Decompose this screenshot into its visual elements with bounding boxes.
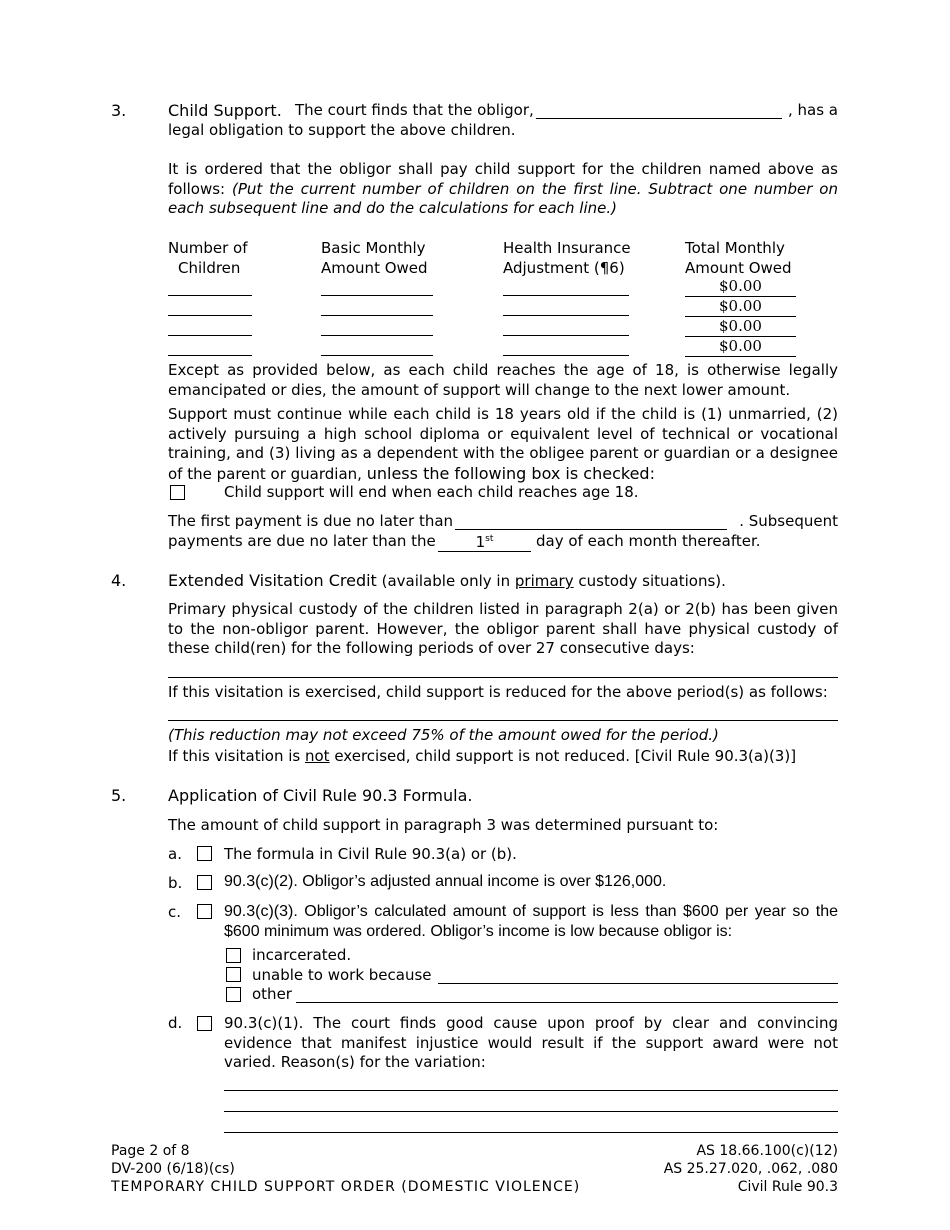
ordered-intro: It is ordered that the obligor shall pay child support for the children named above as follows: [168,160,838,198]
option-a-checkbox[interactable] [197,846,212,861]
civil-rule: Civil Rule 90.3 [737,1179,838,1195]
visitation-periods-field[interactable] [168,677,838,678]
other-label: other [252,985,292,1003]
section-4-heading-line: Extended Visitation Credit (available only in primary custody situations). [168,571,726,590]
payments-post: day of each month thereafter. [536,532,761,550]
total-amount-field[interactable]: $0.00 [685,277,796,297]
unable-to-work-field[interactable] [438,983,838,984]
health-adjustment-field[interactable] [503,355,629,356]
not-exercised-text: If this visitation is not exercised, child support is not reduced. [Civil Rule 90.3(a)(3)] [168,747,797,765]
total-amount-field[interactable]: $0.00 [685,317,796,337]
section-3-finds-post: , has a [787,101,838,119]
basic-amount-field[interactable] [321,295,433,296]
option-a-letter: a. [168,845,182,863]
option-b-text: 90.3(c)(2). Obligor’s adjusted annual income is over $126,000. [224,873,667,890]
section-3-finds-line2: legal obligation to support the above children. [168,121,516,139]
statute-1: AS 18.66.100(c)(12) [696,1143,838,1159]
col-header-total: Total Monthly Amount Owed [685,239,792,277]
except-paragraph: Except as provided below, as each child reaches the age of 18, is otherwise legally emancipated or dies, the amount of support will change to the next lower amount. [168,361,838,399]
variation-reason-line[interactable] [224,1090,838,1091]
option-c-letter: c. [168,903,182,921]
section-4-number: 4. [111,571,127,590]
unable-to-work-checkbox[interactable] [226,967,241,982]
section-4-heading: Extended Visitation Credit [168,571,377,590]
col-header-basic: Basic Monthly Amount Owed [321,239,428,277]
other-field[interactable] [296,1002,838,1003]
incarcerated-label: incarcerated. [252,946,352,964]
basic-amount-field[interactable] [321,315,433,316]
section-5-intro: The amount of child support in paragraph 3 was determined pursuant to: [168,816,719,834]
support-continue-paragraph: Support must continue while each child is 18 years old if the child is (1) unmarried, (2) actively pursuing a high school diploma or equivalent level of technical or vocational training, and (3) living as a dependent with the obligee parent or guardian or a designee of the parent or guardian, unless the following box is checked: [168,405,838,483]
statute-2: AS 25.27.020, .062, .080 [663,1161,838,1177]
children-field[interactable] [168,335,252,336]
obligor-name-field[interactable] [536,118,782,119]
section-3-finds-pre: The court finds that the obligor, [295,101,534,119]
section-4-body: Primary physical custody of the children listed in paragraph 2(a) or 2(b) has been given to the non-obligor parent. However, the obligor parent shall have physical custody of these child(ren) for the following periods of over 27 consecutive days: [168,600,838,658]
payments-pre: payments are due no later than the [168,532,436,550]
section-5-number: 5. [111,786,127,805]
basic-amount-field[interactable] [321,335,433,336]
section-5-heading: Application of Civil Rule 90.3 Formula. [168,786,473,805]
option-a-text: The formula in Civil Rule 90.3(a) or (b). [224,845,517,863]
incarcerated-checkbox[interactable] [226,948,241,963]
section-3-ordered [168,160,838,219]
page-number: Page 2 of 8 [111,1143,190,1159]
section-3-heading: Child Support. [168,101,282,120]
reduction-note: (This reduction may not exceed 75% of the amount owed for the period.) [168,726,719,744]
option-d-text: 90.3(c)(1). The court finds good cause upon proof by clear and convincing evidence that manifest injustice would result if the support award were not varied. Reason(s) for the variation: [224,1014,838,1072]
total-amount-field[interactable]: $0.00 [685,297,796,317]
option-b-checkbox[interactable] [197,875,212,890]
option-d-letter: d. [168,1014,183,1032]
first-payment-pre: The first payment is due no later than [168,512,454,530]
basic-amount-field[interactable] [321,355,433,356]
health-adjustment-field[interactable] [503,335,629,336]
ordered-instructions: (Put the current number of children on the first line. Subtract one number on each subsequent line and do the calculations for each line.) [168,179,838,218]
health-adjustment-field[interactable] [503,295,629,296]
section-3-number: 3. [111,101,127,120]
option-d-checkbox[interactable] [197,1016,212,1031]
footer-left [111,1142,580,1196]
payment-day-field[interactable]: 1st [438,530,531,552]
variation-reason-line[interactable] [224,1111,838,1112]
children-field[interactable] [168,315,252,316]
reduction-field[interactable] [168,720,838,721]
form-title: TEMPORARY CHILD SUPPORT ORDER (DOMESTIC VIOLENCE) [111,1179,581,1195]
total-amount-field[interactable]: $0.00 [685,337,796,357]
option-b-letter: b. [168,874,183,892]
children-field[interactable] [168,355,252,356]
other-checkbox[interactable] [226,987,241,1002]
exercised-text: If this visitation is exercised, child support is reduced for the above period(s) as follows: [168,683,828,701]
health-adjustment-field[interactable] [503,315,629,316]
form-id: DV-200 (6/18)(cs) [111,1161,235,1177]
unable-to-work-label: unable to work because [252,966,432,984]
option-c-text: 90.3(c)(3). Obligor’s calculated amount of support is less than $600 per year so the $600 minimum was ordered. Obligor’s income is low because obligor is: [224,903,838,940]
footer-right [560,1142,838,1196]
option-c-checkbox[interactable] [197,904,212,919]
variation-reason-line[interactable] [224,1132,838,1133]
end-at-18-label: Child support will end when each child reaches age 18. [224,483,639,501]
first-payment-post: . Subsequent [739,512,838,530]
children-field[interactable] [168,295,252,296]
col-header-children: Number of Children [168,239,248,277]
end-at-18-checkbox[interactable] [170,485,185,500]
col-header-health: Health Insurance Adjustment (¶6) [503,239,631,277]
